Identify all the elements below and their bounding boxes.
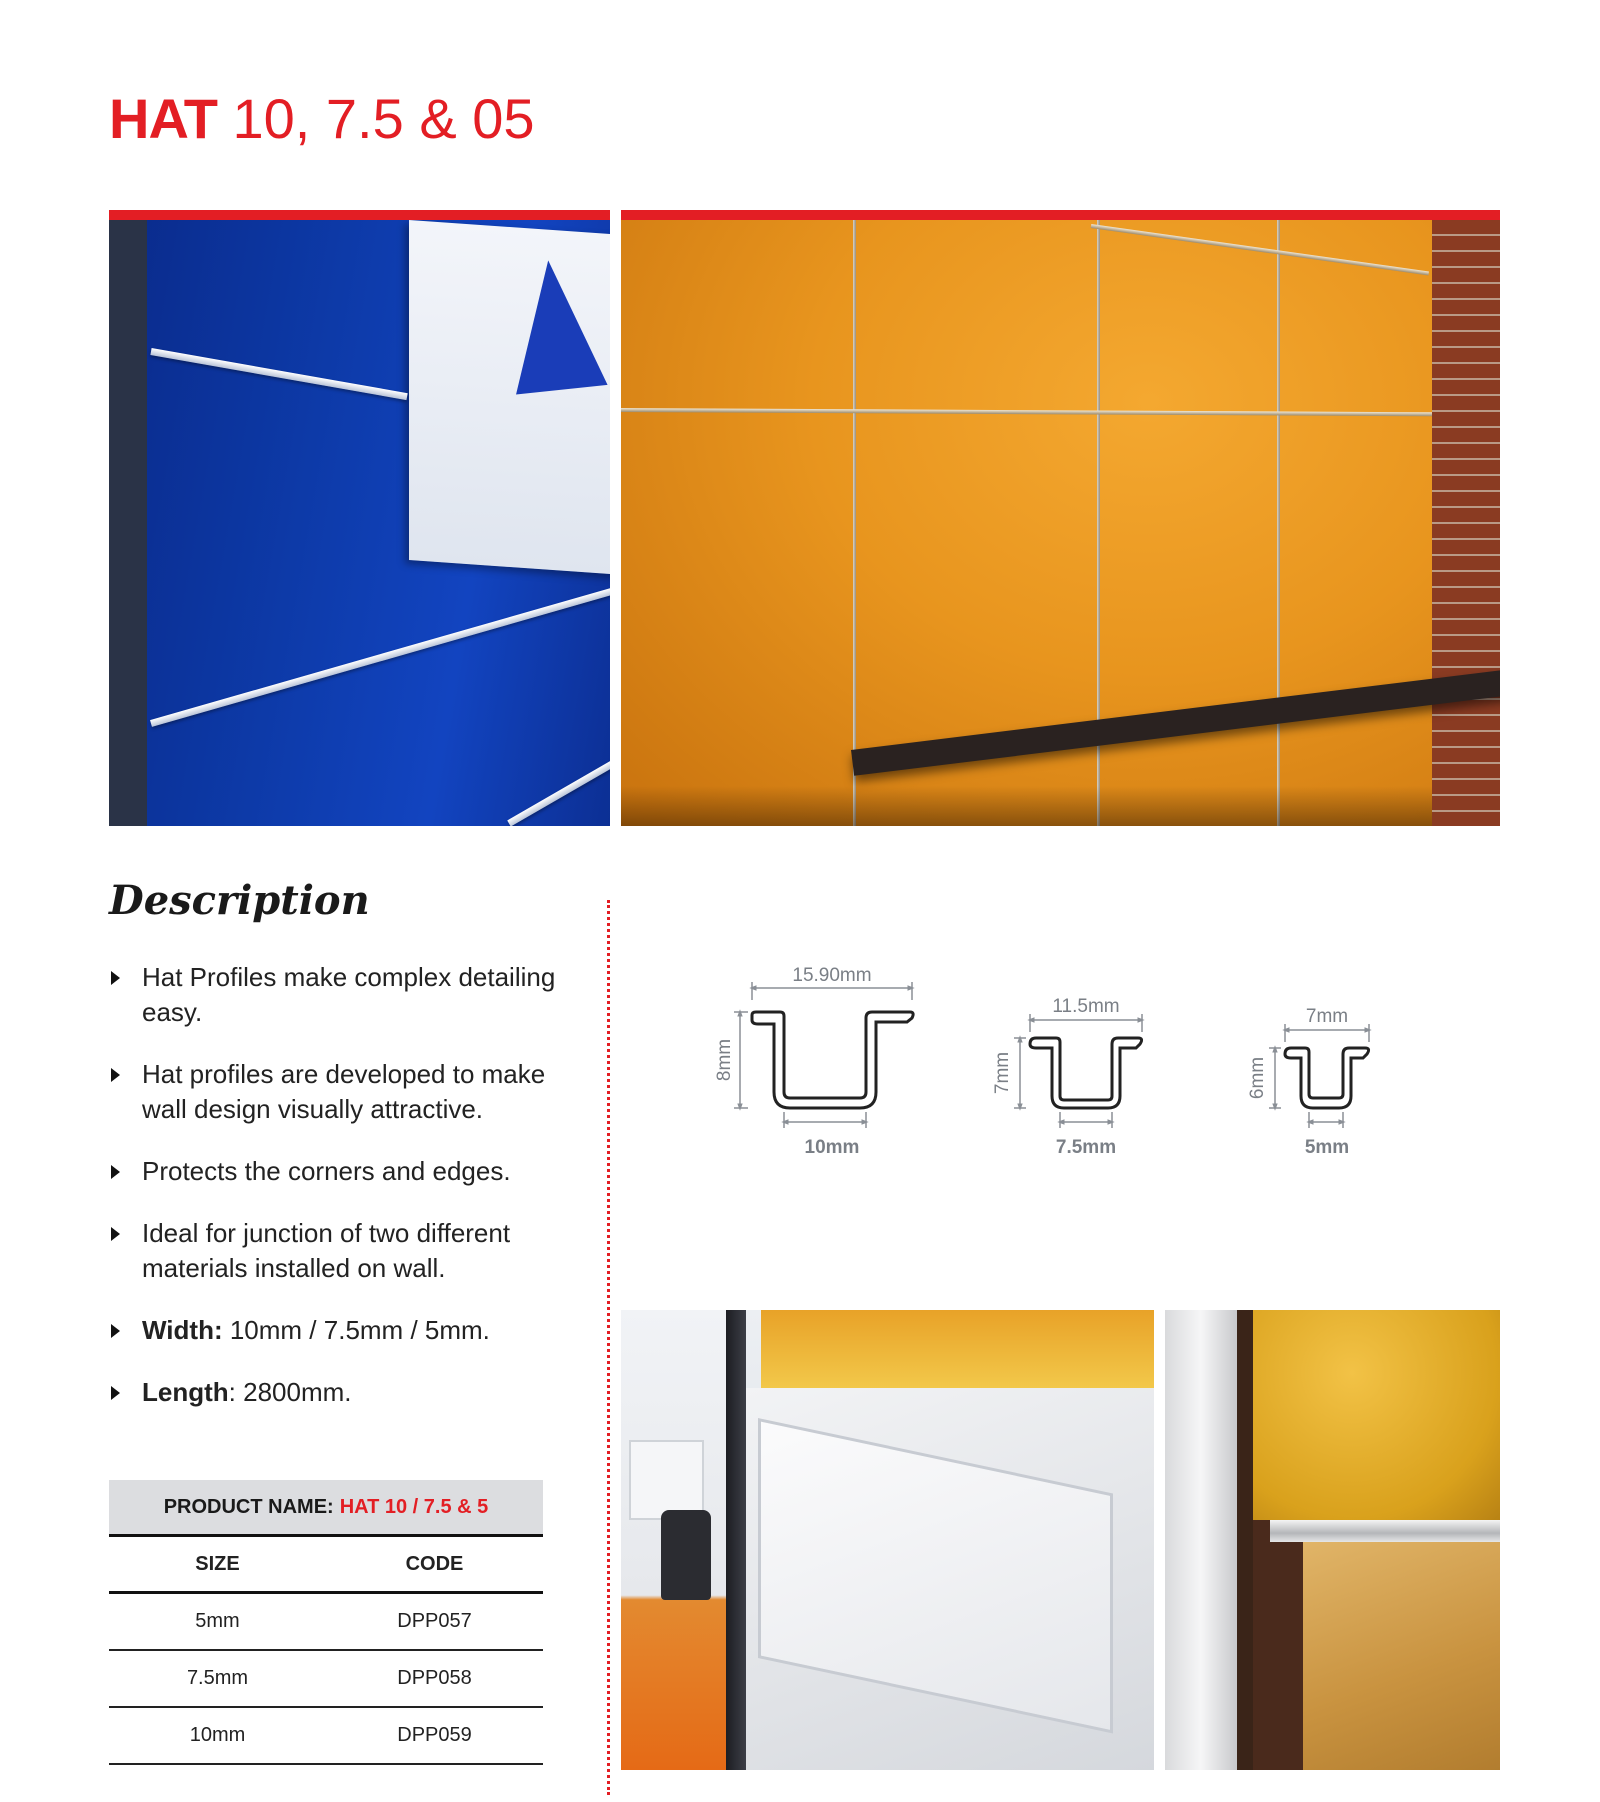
dim-bottom-width: 10mm xyxy=(804,1137,860,1158)
column-divider xyxy=(607,900,610,1795)
bullet-arrow-icon xyxy=(111,1386,120,1400)
title-model: 10, 7.5 & 05 xyxy=(232,87,535,150)
bullet-arrow-icon xyxy=(111,971,120,985)
product-name-label: PRODUCT NAME: xyxy=(163,1495,334,1518)
cell-code: DPP057 xyxy=(397,1610,472,1632)
photo-profile-closeup xyxy=(1165,1310,1500,1770)
dim-height: 7mm xyxy=(992,1051,1013,1095)
table-column-header xyxy=(109,1537,543,1594)
photo-hat-horizontal xyxy=(621,408,1432,416)
dim-top-width: 11.5mm xyxy=(1052,996,1120,1017)
cell-size: 7.5mm xyxy=(186,1667,249,1689)
product-name-value: HAT 10 / 7.5 & 5 xyxy=(339,1495,489,1518)
photo-wall-frame xyxy=(629,1440,704,1520)
accent-bar-left xyxy=(109,210,610,220)
list-item: Protects the corners and edges. xyxy=(109,1154,569,1189)
photo-hat-vertical xyxy=(1277,220,1280,826)
photo-floor-shadow xyxy=(621,786,1432,826)
profile-diagrams xyxy=(700,960,1500,1160)
dim-top-width: 15.90mm xyxy=(792,965,872,986)
page-title xyxy=(109,84,535,154)
photo-hat-profile xyxy=(1270,1520,1500,1542)
photo-hat-vertical xyxy=(853,220,856,826)
cell-code: DPP059 xyxy=(397,1724,472,1746)
list-item: Hat profiles are developed to make wall design visually attractive. xyxy=(109,1057,569,1127)
photo-hat-strip xyxy=(507,750,610,826)
photo-shelf xyxy=(851,665,1500,776)
table-row xyxy=(109,1708,543,1765)
column-code: CODE xyxy=(405,1552,464,1575)
photo-logo-triangle xyxy=(502,256,607,395)
photo-office-chair xyxy=(661,1510,711,1600)
bullet-arrow-icon xyxy=(111,1165,120,1179)
photo-hat-strip xyxy=(150,348,407,400)
accent-bar-right xyxy=(621,210,1500,220)
photo-blue-wall xyxy=(109,220,610,826)
photo-white-column xyxy=(1165,1310,1237,1770)
cell-size: 10mm xyxy=(189,1724,246,1746)
table-row xyxy=(109,1651,543,1708)
photo-hat-horizontal xyxy=(1091,224,1429,275)
product-name-header xyxy=(109,1480,543,1537)
bullet-arrow-icon xyxy=(111,1068,120,1082)
photo-wall-edge xyxy=(109,220,147,826)
list-item: Ideal for junction of two different materials installed on wall. xyxy=(109,1216,569,1286)
table-row xyxy=(109,1594,543,1651)
photo-orange-wall xyxy=(621,220,1500,826)
dim-bottom-width: 7.5mm xyxy=(1055,1137,1117,1158)
bullet-arrow-icon xyxy=(111,1227,120,1241)
product-table xyxy=(109,1480,543,1765)
title-brand: HAT xyxy=(109,87,217,150)
dim-top-width: 7mm xyxy=(1305,1006,1349,1027)
description-heading: Description xyxy=(109,877,370,924)
photo-wood-shadow xyxy=(1253,1520,1303,1770)
dim-height: 6mm xyxy=(1247,1056,1268,1100)
photo-hat-strip xyxy=(150,588,610,727)
photo-fabric-panel xyxy=(1253,1310,1500,1520)
dim-bottom-width: 5mm xyxy=(1304,1137,1350,1158)
cell-code: DPP058 xyxy=(397,1667,472,1689)
photo-dark-trim xyxy=(1237,1310,1253,1770)
photo-partition-post xyxy=(726,1310,746,1770)
description-list xyxy=(109,960,569,1437)
photo-office-partition xyxy=(621,1310,1154,1770)
photo-brick-column xyxy=(1432,220,1500,826)
list-item: Width: 10mm / 7.5mm / 5mm. xyxy=(109,1313,569,1348)
column-size: SIZE xyxy=(195,1552,240,1575)
list-item: Hat Profiles make complex detailing easy. xyxy=(109,960,569,1030)
profile-diagram-5mm xyxy=(1247,1006,1369,1158)
photo-orange-panel xyxy=(761,1310,1154,1388)
list-item: Length: 2800mm. xyxy=(109,1375,569,1410)
profile-diagram-10mm xyxy=(714,965,913,1158)
cell-size: 5mm xyxy=(195,1610,240,1632)
bullet-arrow-icon xyxy=(111,1324,120,1338)
dim-height: 8mm xyxy=(714,1038,735,1082)
profile-diagrams-svg xyxy=(700,960,1500,1160)
profile-diagram-7-5mm xyxy=(992,996,1142,1158)
